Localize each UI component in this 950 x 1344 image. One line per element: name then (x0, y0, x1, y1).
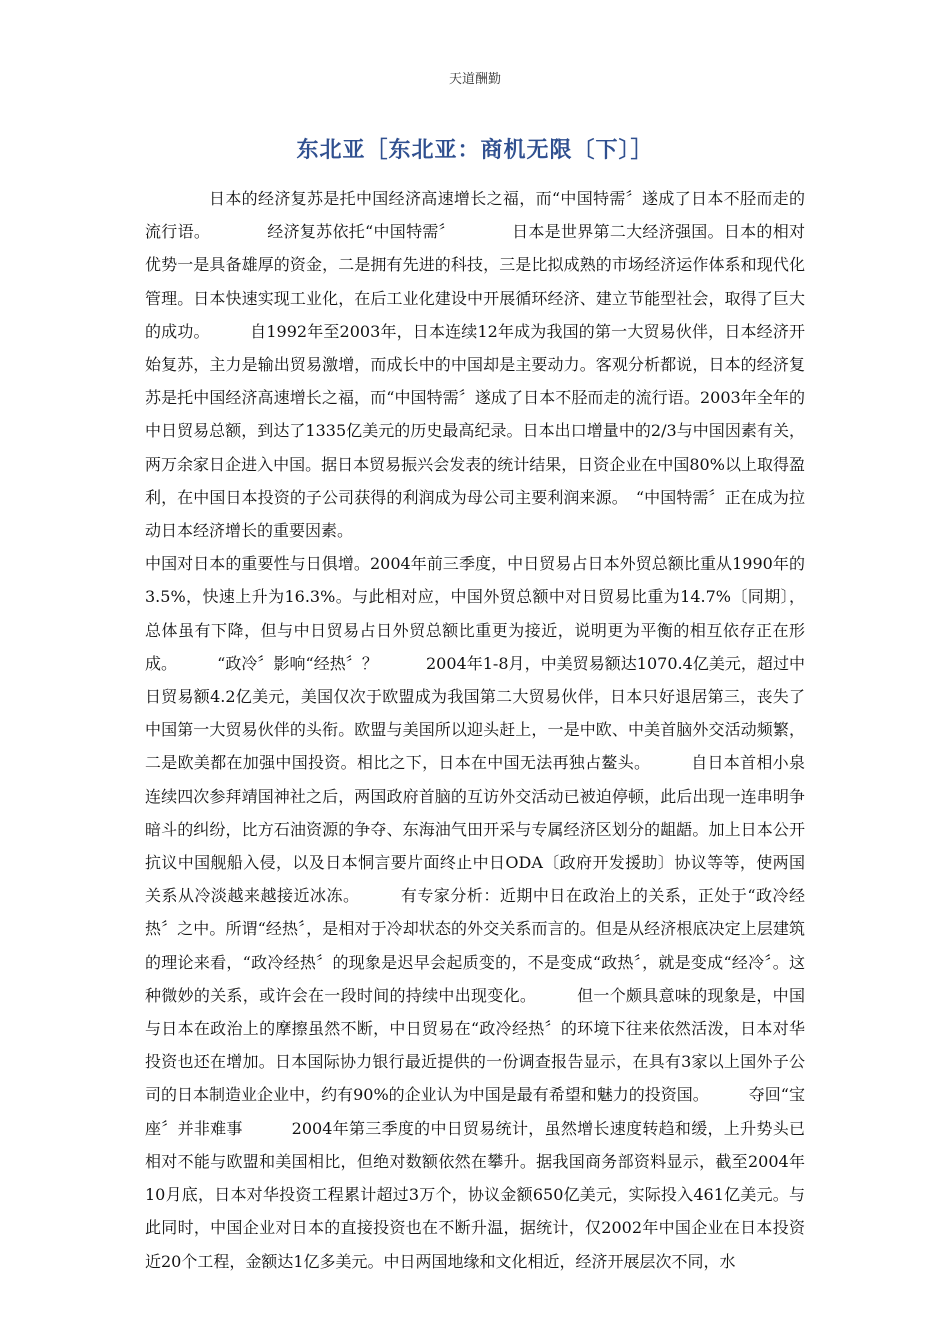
paragraph: 日本的经济复苏是托中国经济高速增长之福，而“中国特需〞遂成了日本不胫而走的流行语。 经济复苏依托“中国特需〞 日本是世界第二大经济强国。日本的相对优势一是具备雄厚的资金，二是拥有先进的科技，三是比拟成熟的市场经济运作体系和现代化管理。日本快速实现工业化，在后工业化建设中开展循环经济、建立节能型社会，取得了巨大的成功。 自1992年至2003年，日本连续12年成为我国的第一大贸易伙伴，日本经济开始复苏，主力是输出贸易激增，而成长中的中国却是主要动力。客观分析都说，日本的经济复苏是托中国经济高速增长之福，而“中国特需〞遂成了日本不胫而走的流行语。2003年全年的中日贸易总额，到达了1335亿美元的历史最高纪录。日本出口增量中的2/3与中国因素有关，两万余家日企进入中国。据日本贸易振兴会发表的统计结果，日资企业在中国80%以上取得盈利，在中国日本投资的子公司获得的利润成为母公司主要利润来源。 “中国特需〞正在成为拉动日本经济增长的重要因素。 (145, 189, 805, 541)
page-header: 天道酬勤 (448, 72, 501, 87)
article-body (145, 182, 805, 1278)
article-title: 东北亚［东北亚：商机无限〔下〕］ (296, 138, 654, 163)
paragraph: 中国对日本的重要性与日俱增。2004年前三季度，中日贸易占日本外贸总额比重从1990年的3.5%，快速上升为16.3%。与此相对应，中国外贸总额中对日贸易比重为14.7%〔同期〕，总体虽有下降，但与中日贸易占日外贸总额比重更为接近，说明更为平衡的相互依存正在形成。 “政冷〞影响“经热〞？ 2004年1-8月，中美贸易额达1070.4亿美元，超过中日贸易额4.2亿美元，美国仅次于欧盟成为我国第二大贸易伙伴，日本只好退居第三，丧失了中国第一大贸易伙伴的头衔。欧盟与美国所以迎头赶上，一是中欧、中美首脑外交活动频繁，二是欧美都在加强中国投资。相比之下，日本在中国无法再独占鳌头。 自日本首相小泉连续四次参拜靖国神社之后，两国政府首脑的互访外交活动已被迫停顿，此后出现一连串明争暗斗的纠纷，比方石油资源的争夺、东海油气田开采与专属经济区划分的龃龉。加上日本公开抗议中国舰船入侵，以及日本恫言要片面终止中日ODA〔政府开发援助〕协议等等，使两国关系从冷淡越来越接近冰冻。 有专家分析：近期中日在政治上的关系，正处于“政冷经热〞之中。所谓“经热〞，是相对于冷却状态的外交关系而言的。但是从经济根底决定上层建筑的理论来看，“政冷经热〞的现象是迟早会起质变的，不是变成“政热〞，就是变成“经冷〞。这种微妙的关系，或许会在一段时间的持续中出现变化。 但一个颇具意味的现象是，中国与日本在政治上的摩擦虽然不断，中日贸易在“政冷经热〞的环境下往来依然活泼，日本对华投资也还在增加。日本国际协力银行最近提供的一份调查报告显示，在具有3家以上国外子公司的日本制造业企业中，约有90%的企业认为中国是最有希望和魅力的投资国。 夺回“宝座〞并非难事 2004年第三季度的中日贸易统计，虽然增长速度转趋和缓，上升势头已相对不能与欧盟和美国相比，但绝对数额依然在攀升。据我国商务部资料显示，截至2004年10月底，日本对华投资工程累计超过3万个，协议金额650亿美元，实际投入461亿美元。与此同时，中国企业对日本的直接投资也在不断升温，据统计，仅2002年中国企业在日本投资近20个工程，金额达1亿多美元。中日两国地缘和文化相近，经济开展层次不同，水 (145, 554, 805, 1271)
